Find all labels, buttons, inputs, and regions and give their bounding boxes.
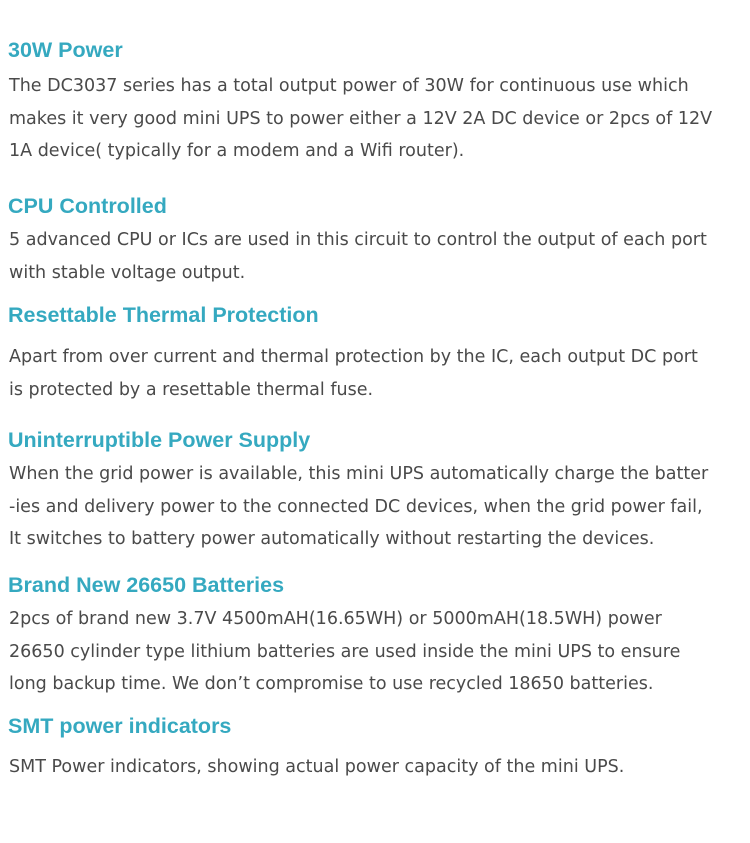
section-text-ups [9,458,749,556]
section-heading-cpu-controlled: CPU Controlled [8,194,167,218]
text-line: 26650 cylinder type lithium batteries are used inside the mini UPS to ensure [9,641,681,662]
text-line: SMT Power indicators, showing actual power capacity of the mini UPS. [9,757,625,777]
text-line: 2pcs of brand new 3.7V 4500mAH(16.65WH) or 5000mAH(18.5WH) power [9,609,662,629]
text-line: It switches to battery power automatically without restarting the devices. [9,529,655,549]
section-text-cpu-controlled [9,224,749,289]
section-text-thermal-protection [9,341,749,406]
section-heading-ups: Uninterruptible Power Supply [8,428,311,452]
section-text-batteries [9,603,749,701]
section-heading-power-indicators: SMT power indicators [8,714,232,738]
text-line: makes it very good mini UPS to power either a 12V 2A DC device or 2pcs of 12V [9,108,713,129]
text-line: Apart from over current and thermal protection by the IC, each output DC port [9,347,698,367]
text-line: long backup time. We don’t compromise to use recycled 18650 batteries. [9,674,654,694]
section-heading-thermal-protection: Resettable Thermal Protection [8,303,319,327]
section-heading-batteries: Brand New 26650 Batteries [8,573,285,597]
text-line: The DC3037 series has a total output power of 30W for continuous use which [9,76,689,96]
text-line: -ies and delivery power to the connected DC devices, when the grid power fail, [9,496,703,517]
section-heading-30w-power: 30W Power [8,38,123,62]
text-line: is protected by a resettable thermal fuse. [9,379,374,400]
section-text-30w-power [9,70,749,168]
text-line: When the grid power is available, this mini UPS automatically charge the batter [9,464,709,484]
section-text-power-indicators [9,751,749,784]
text-line: 5 advanced CPU or ICs are used in this circuit to control the output of each port [9,230,707,250]
text-line: 1A device( typically for a modem and a Wifi router). [9,141,465,161]
text-line: with stable voltage output. [9,262,246,283]
